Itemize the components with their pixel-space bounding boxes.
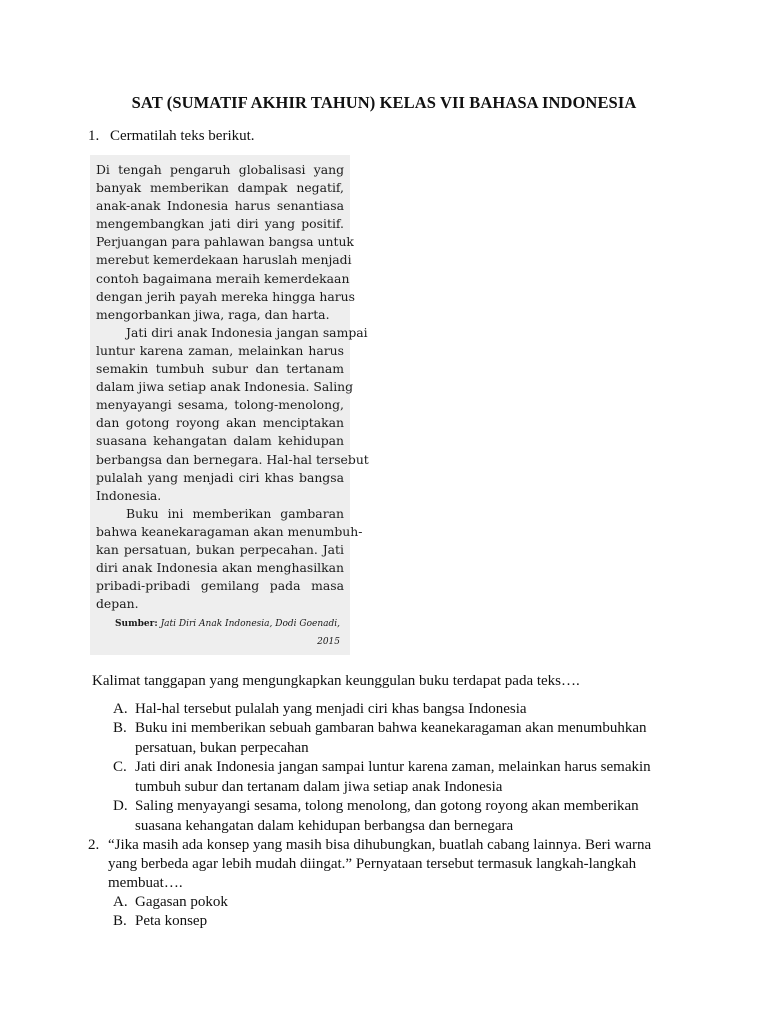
passage-line: dalam jiwa setiap anak Indonesia. Saling — [96, 379, 354, 395]
passage-line: berbangsa dan bernegara. Hal-hal tersebut — [96, 451, 369, 467]
passage-line: mengorbankan jiwa, raga, dan harta. — [96, 306, 330, 322]
passage-line: kan persatuan, bukan perpecahan. Jati — [96, 541, 344, 557]
passage-line: suasana kehangatan dalam kehidupan — [96, 433, 344, 449]
passage-line: pulalah yang menjadi ciri khas bangsa — [96, 469, 344, 485]
option-letter: B. — [113, 913, 127, 929]
passage-paragraph-1 — [96, 161, 355, 324]
passage-line: pribadi-pribadi gemilang pada masa — [96, 578, 344, 594]
option-letter: D. — [113, 798, 128, 814]
passage-line: depan. — [96, 596, 139, 612]
option-letter: A. — [113, 894, 128, 910]
option-text-cont: tumbuh subur dan tertanam dalam jiwa setiap anak Indonesia — [135, 778, 503, 795]
option-letter: B. — [113, 720, 127, 736]
option-letter: A. — [113, 701, 128, 717]
passage-line: merebut kemerdekaan haruslah menjadi — [96, 252, 352, 268]
passage-line: bahwa keanekaragaman akan menumbuh- — [96, 523, 363, 539]
question-1-prompt: Cermatilah teks berikut. — [110, 128, 255, 144]
option-letter: C. — [113, 759, 127, 775]
question-2-line: yang berbeda agar lebih mudah diingat.” Pernyataan tersebut termasuk langkah-langkah — [108, 856, 637, 872]
passage-line: Perjuangan para pahlawan bangsa untuk — [96, 234, 354, 250]
passage-line: diri anak Indonesia akan menghasilkan — [96, 560, 344, 576]
option-text: Peta konsep — [135, 913, 208, 929]
passage-line: contoh bagaimana meraih kemerdekaan — [96, 270, 350, 286]
passage-paragraph-2 — [96, 324, 369, 505]
option-text: Jati diri anak Indonesia jangan sampai luntur karena zaman, melainkan harus semakin — [135, 759, 651, 775]
option-text: Hal-hal tersebut pulalah yang menjadi ciri khas bangsa Indonesia — [135, 701, 527, 717]
passage-line: semakin tumbuh subur dan tertanam — [96, 361, 344, 377]
passage-scan — [90, 155, 369, 655]
passage-line: luntur karena zaman, melainkan harus — [96, 342, 344, 358]
passage-line: mengembangkan jati diri yang positif. — [96, 216, 344, 232]
option-text: Gagasan pokok — [135, 894, 228, 910]
question-2-line: membuat…. — [108, 875, 183, 891]
passage-line: Di tengah pengaruh globalisasi yang — [96, 162, 344, 177]
source-label: Sumber: — [115, 619, 158, 630]
page-title: SAT (SUMATIF AKHIR TAHUN) KELAS VII BAHASA INDONESIA — [131, 93, 637, 112]
source-text: Jati Diri Anak Indonesia, Dodi Goenadi, 2015 — [160, 619, 340, 648]
passage-line: banyak memberikan dampak negatif, — [96, 180, 344, 196]
passage-source — [96, 615, 344, 651]
passage-line: anak-anak Indonesia harus senantiasa — [96, 198, 344, 214]
passage-line: Jati diri anak Indonesia jangan sampai — [126, 324, 368, 340]
option-text-cont: suasana kehangatan dalam kehidupan berbangsa dan bernegara — [135, 817, 514, 834]
question-2-line: “Jika masih ada konsep yang masih bisa dihubungkan, buatlah cabang lainnya. Beri warna — [108, 837, 652, 853]
passage-line: Indonesia. — [96, 487, 162, 503]
question-number: 1. — [88, 128, 100, 144]
option-text-cont: persatuan, bukan perpecahan — [135, 739, 309, 756]
passage-line: menyayangi sesama, tolong-menolong, — [96, 397, 344, 413]
option-text: Buku ini memberikan sebuah gambaran bahwa keanekaragaman akan menumbuhkan — [135, 720, 647, 736]
option-text: Saling menyayangi sesama, tolong menolong, dan gotong royong akan memberikan — [135, 798, 639, 814]
passage-line: dan gotong royong akan menciptakan — [96, 415, 344, 431]
passage-line: dengan jerih payah mereka hingga harus — [96, 288, 355, 304]
passage-line: Buku ini memberikan gambaran — [126, 505, 344, 521]
question-1-text: Kalimat tanggapan yang mengungkapkan keunggulan buku terdapat pada teks…. — [92, 673, 580, 689]
question-number: 2. — [88, 837, 100, 853]
passage-paragraph-3 — [96, 505, 363, 614]
